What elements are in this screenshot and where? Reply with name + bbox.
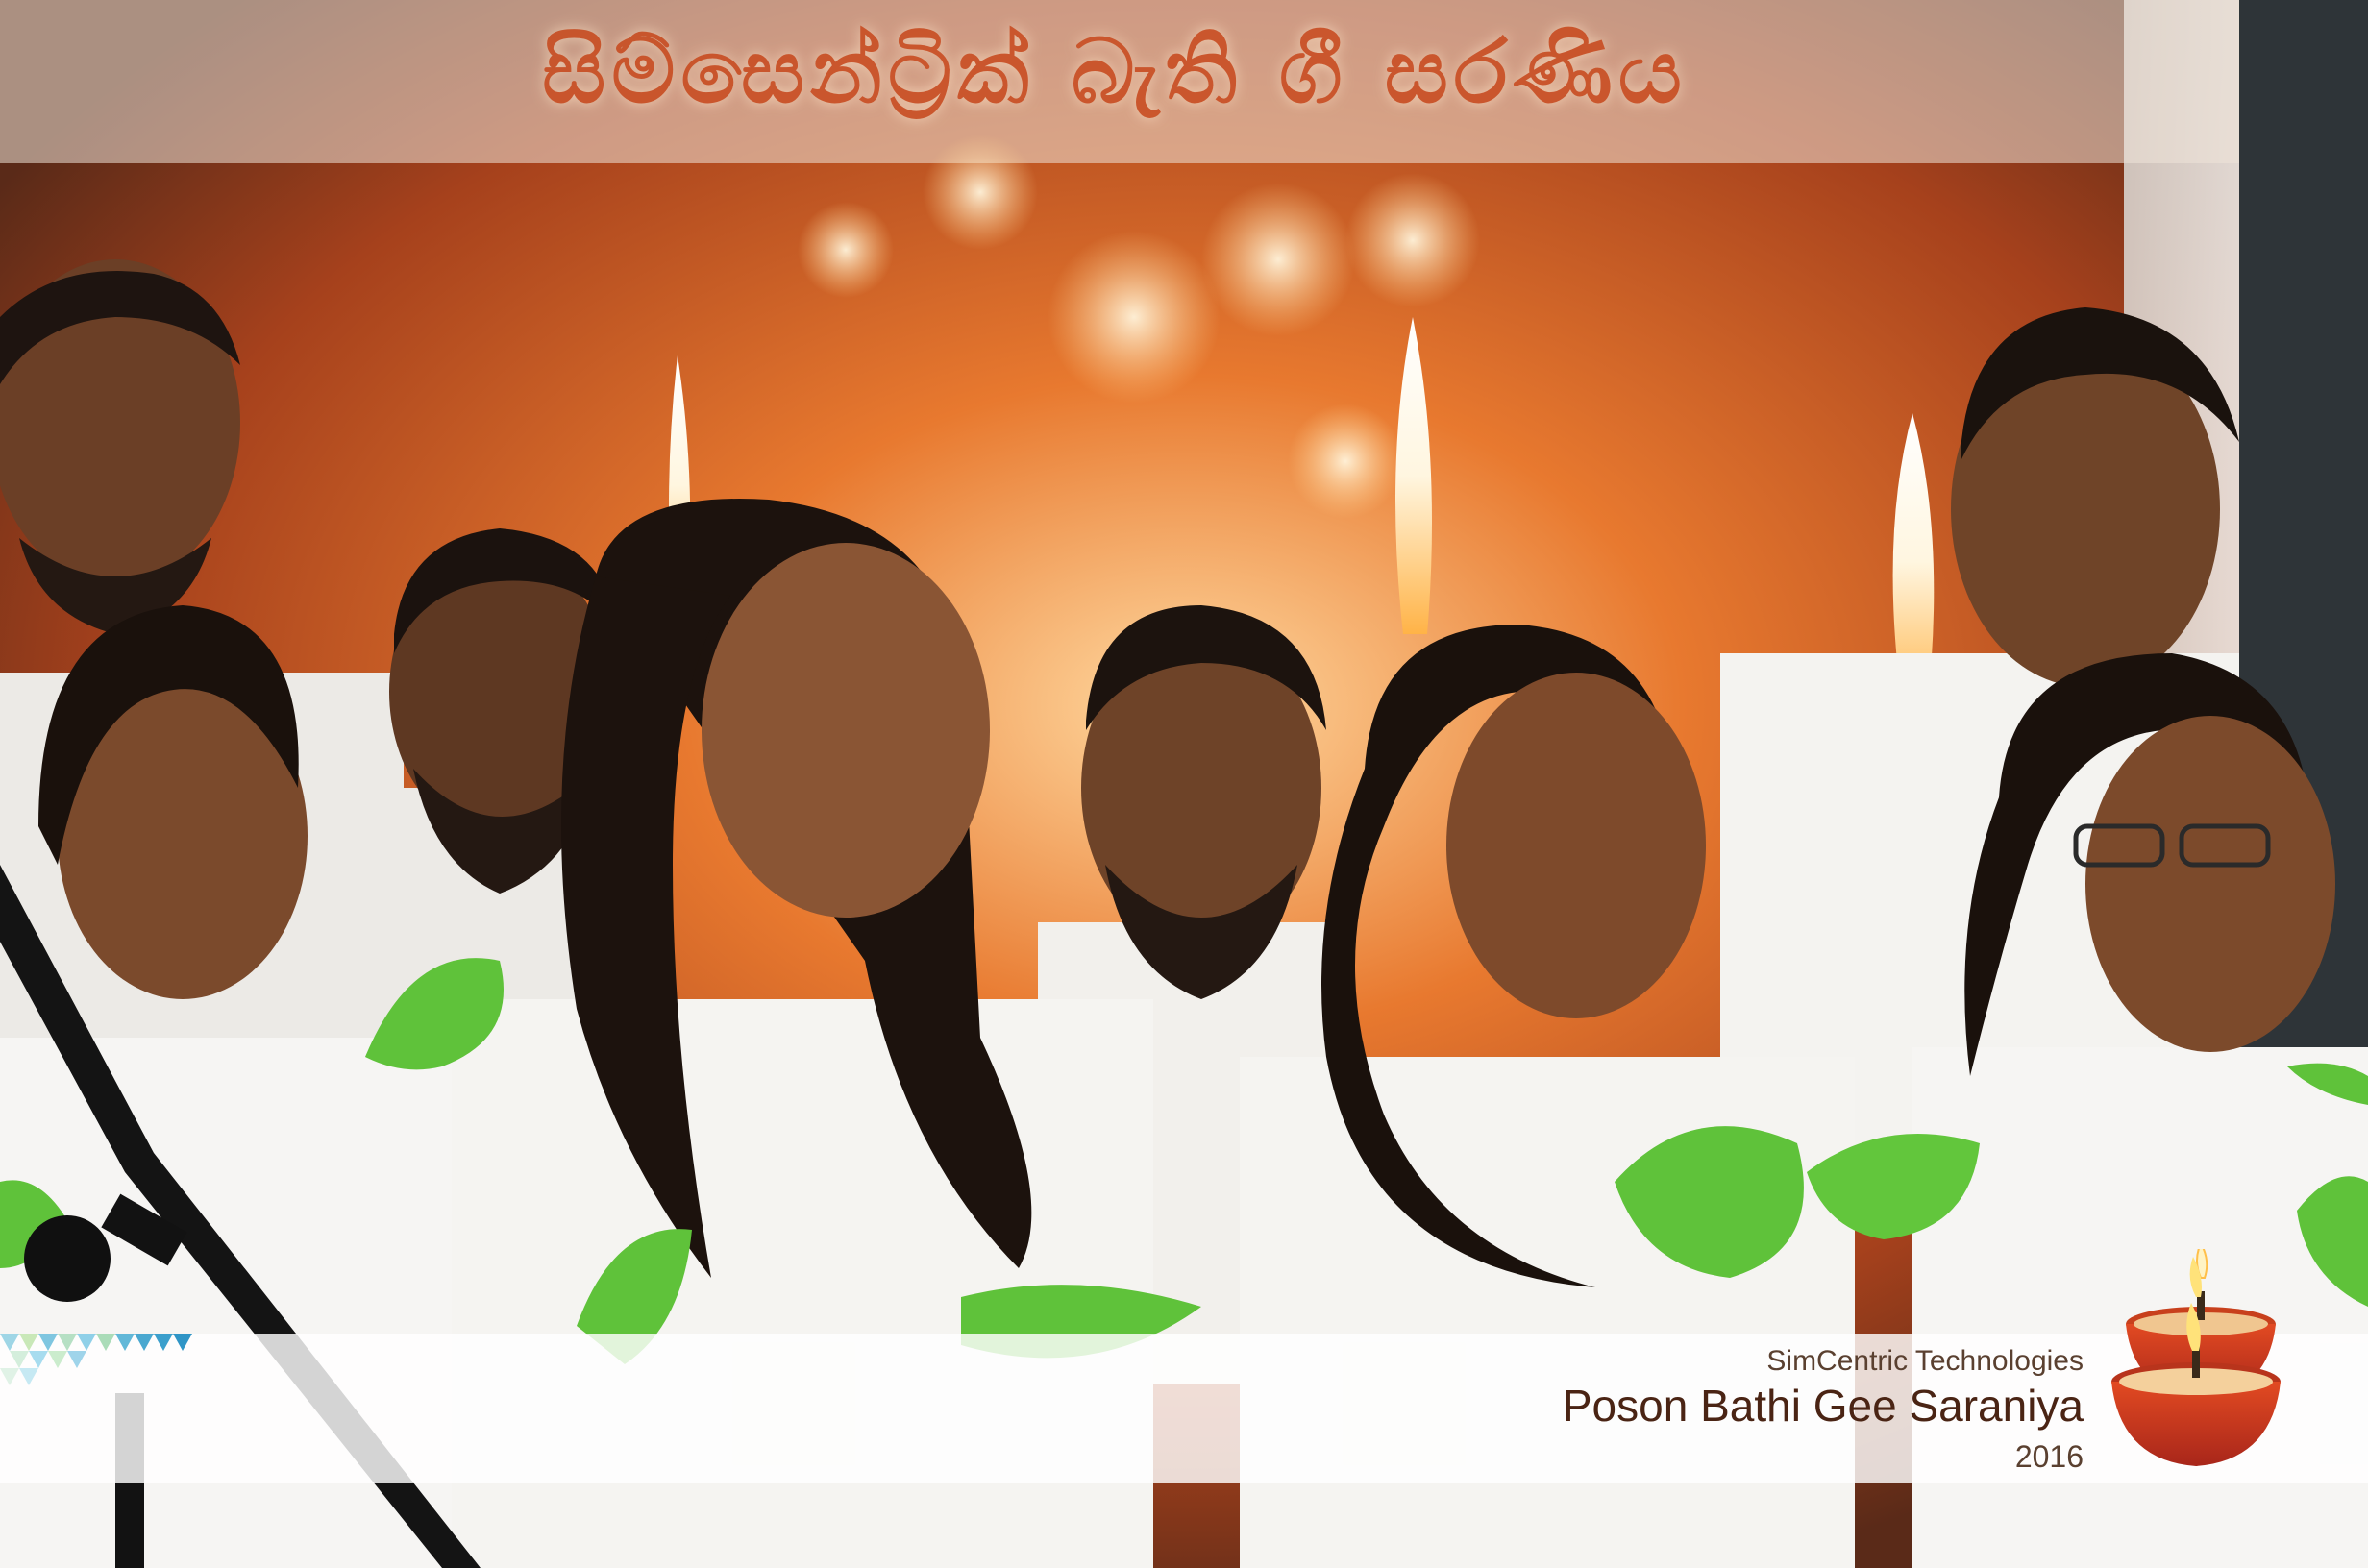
caption-year: 2016 bbox=[2014, 1439, 2084, 1474]
bokeh-light bbox=[1048, 231, 1221, 404]
banner-title: සිම්සෙන්ට්‍රික් බැති ගී සරණිය bbox=[542, 20, 1688, 123]
bokeh-light bbox=[798, 202, 894, 298]
bokeh-light bbox=[1345, 173, 1480, 307]
bokeh-light bbox=[1288, 404, 1403, 519]
bokeh-light bbox=[923, 135, 1038, 250]
caption-event: Poson Bathi Gee Saraniya bbox=[1562, 1381, 2084, 1431]
oil-lamp-icon bbox=[2105, 1249, 2364, 1489]
caption-company: SimCentric Technologies bbox=[1766, 1345, 2084, 1377]
bokeh-light bbox=[1201, 183, 1355, 336]
triangle-pattern bbox=[0, 1334, 192, 1401]
